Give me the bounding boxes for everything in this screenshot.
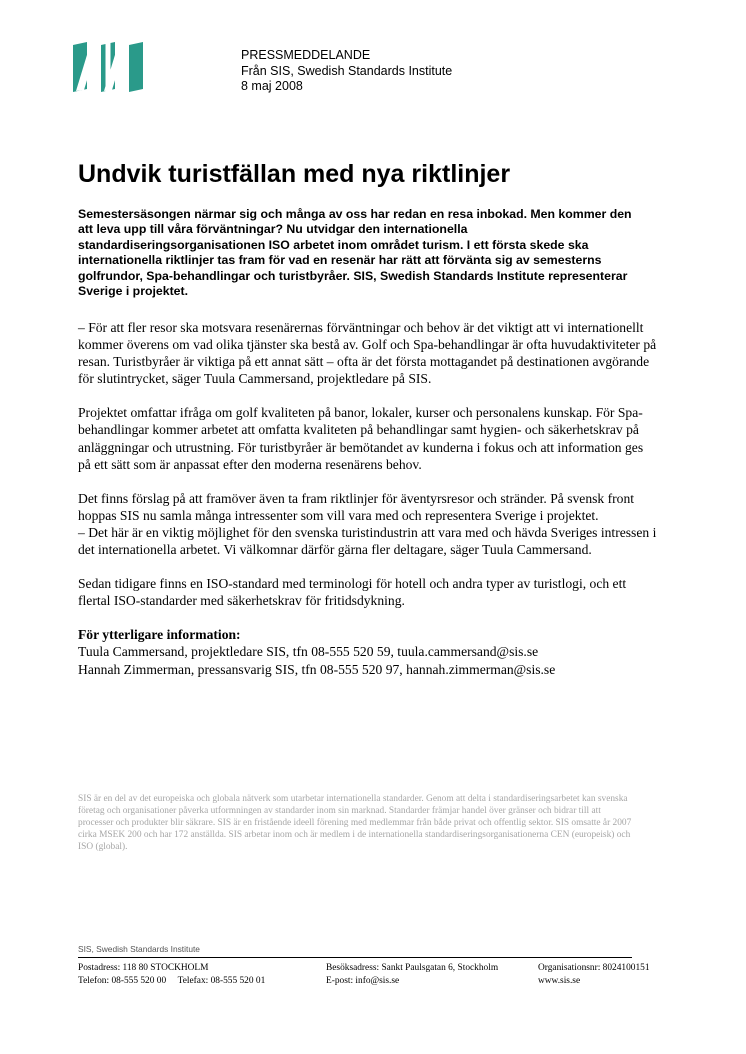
footer-email: E-post: info@sis.se (326, 976, 400, 986)
press-header (241, 48, 452, 95)
press-date: 8 maj 2008 (241, 79, 303, 93)
contact-line: Hannah Zimmerman, pressansvarig SIS, tfn 08-555 520 97, hannah.zimmerman@sis.se (78, 661, 556, 677)
press-release-label: PRESSMEDDELANDE (241, 48, 371, 62)
disclaimer: SIS är en del av det europeiska och globala nätverk som utarbetar internationella standarder. Genom att delta i standardiseringsarbetet kan svenska företag och organisationer påverka utformningen av standarder inom sin marknad. Standarder främjar handel över gränser och bidrar till att processer och produkter blir säkrare. SIS är en fristående ideell förening med medlemmar från både privat och offentlig sektor. SIS omsatte år 2007 cirka MSEK 200 och har 172 anställda. SIS arbetar inom och är medlem i de internationella standardiseringsorganisationerna CEN (europeisk) och ISO (global). (78, 794, 632, 853)
lead-paragraph: Semestersäsongen närmar sig och många av oss har redan en resa inbokad. Men kommer den att leva upp till våra förväntningar? Nu utvidgar den internationella standardiseringsorganisationen ISO arbetet inom området turism. I ett första skede ska internationella riktlinjer tas fram för vad en resenär har rätt att förvänta sig av semesterns golfrundor, Spa-behandlingar och turistbyråer. SIS, Swedish Standards Institute representerar Sverige i projektet. (78, 207, 632, 299)
body-paragraph: Det finns förslag på att framöver även ta fram riktlinjer för äventyrsresor och stränder. På svensk front hoppas SIS nu samla många intressenter som vill vara med och representera Sverige i projektet. (78, 490, 635, 523)
footer-phone: Telefon: 08-555 520 00 Telefax: 08-555 520 01 (78, 976, 266, 986)
footer-divider (78, 957, 632, 958)
body-paragraph: – Det här är en viktig möjlighet för den svenska turistindustrin att vara med och hävda Sveriges intressen i det internationella arbetet. Vi välkomnar därför gärna fler deltagare, säger Tuula Cammersand. (78, 524, 657, 558)
body-paragraph: – För att fler resor ska motsvara resenärernas förväntningar och behov är det viktigt att vi internationellt kommer överens om vad olika tjänster ska bestå av. Golf och Spa-behandlingar är ofta huvudaktiviteter på resan. Turistbyråer är viktiga på ett annat sätt – ofta är det första mottagandet på destinationen avgörande för slutintrycket, säger Tuula Cammersand, projektledare på SIS. (78, 320, 657, 387)
contact-heading: För ytterligare information: (78, 627, 241, 643)
article-body (78, 319, 658, 678)
footer-org-number: Organisationsnr: 8024100151 (538, 963, 650, 973)
footer-website: www.sis.se (538, 976, 581, 986)
footer-column-visit (326, 962, 498, 988)
contact-info (78, 626, 658, 677)
sis-logo (73, 42, 143, 92)
page-title: Undvik turistfällan med nya riktlinjer (78, 160, 511, 188)
footer-postal: Postadress: 118 80 STOCKHOLM (78, 963, 209, 973)
footer-column-org (538, 962, 650, 988)
footer-visit-address: Besöksadress: Sankt Paulsgatan 6, Stockholm (326, 963, 499, 973)
press-source: Från SIS, Swedish Standards Institute (241, 63, 453, 78)
footer-org-name: SIS, Swedish Standards Institute (78, 944, 200, 954)
contact-line: Tuula Cammersand, projektledare SIS, tfn 08-555 520 59, tuula.cammersand@sis.se (78, 644, 539, 660)
footer-column-address (78, 962, 265, 988)
body-paragraph: Sedan tidigare finns en ISO-standard med terminologi för hotell och andra typer av turistlogi, och ett flertal ISO-standarder med säkerhetskrav för fritidsdykning. (78, 576, 627, 609)
body-paragraph: Projektet omfattar ifråga om golf kvaliteten på banor, lokaler, kurser och personalens kunskap. För Spa-behandlingar kommer arbetet att omfatta kvaliteten på behandlingar samt hygien- och säkerhetskrav på anläggningar och utrustning. För turistbyråer är bemötandet av kunderna i fokus och att information ges på ett sätt som är anpassat efter den moderna resenärens behov. (78, 405, 644, 472)
